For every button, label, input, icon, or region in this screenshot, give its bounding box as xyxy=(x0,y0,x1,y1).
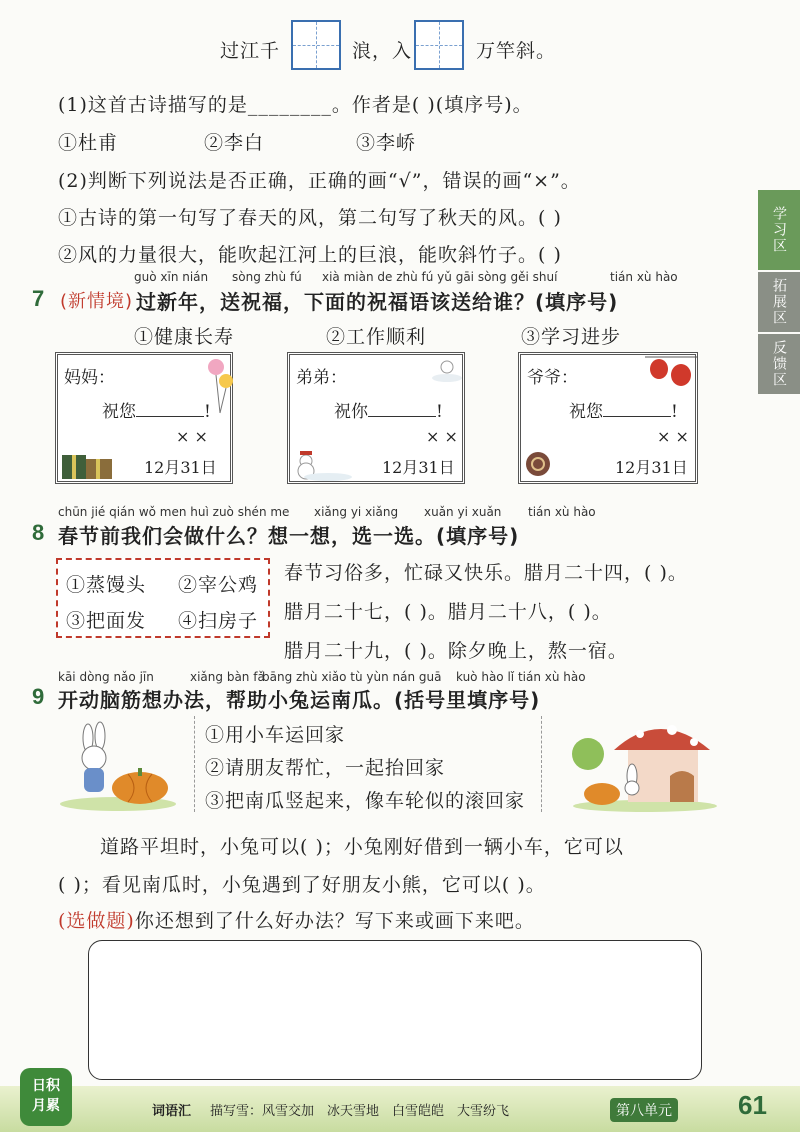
q7-wish-2: ②工作顺利 xyxy=(326,326,427,348)
card-wish-text: 祝您 xyxy=(102,402,136,422)
footer-content: 描写雪：风雪交加 冰天雪地 白雪皑皑 大雪纷飞 xyxy=(210,1104,510,1119)
poem-part1: 过江千 xyxy=(220,40,281,62)
q7-pinyin-1: guò xīn nián xyxy=(134,270,209,284)
card-wish-text: 祝你 xyxy=(334,402,368,422)
q9-pinyin-2: xiǎng bàn fǎ xyxy=(190,670,265,684)
q7-pinyin-2: sòng zhù fú xyxy=(232,270,302,284)
footer-unit: 第八单元 xyxy=(610,1098,678,1122)
side-tab-extend[interactable]: 拓展区 xyxy=(758,272,800,332)
q9-title: 开动脑筋想办法，帮助小兔运南瓜。(括号里填序号) xyxy=(58,688,541,712)
q7-pinyin-3: xià miàn de zhù fú yǔ gāi sòng gěi shuí xyxy=(322,270,558,284)
card-wish: 祝你 ! xyxy=(334,402,443,422)
q8-number: 8 xyxy=(32,520,45,545)
answer-drawing-box[interactable] xyxy=(88,940,702,1080)
q6-sub1: (1)这首古诗描写的是________。作者是( )(填序号)。 xyxy=(58,94,533,116)
lantern-icon xyxy=(645,355,697,395)
q9-optional-text: 你还想到了什么好办法？写下来或画下来吧。 xyxy=(134,910,535,932)
q9-option-3: ③把南瓜竖起来，像车轮似的滚回家 xyxy=(205,790,526,812)
q9-pinyin-1: kāi dòng nǎo jīn xyxy=(58,670,154,684)
q6-statement-2: ②风的力量很大，能吹起江河上的巨浪，能吹斜竹子。( ) xyxy=(58,244,562,266)
card-brother xyxy=(287,352,465,484)
q8-option-4: ④扫房子 xyxy=(178,610,259,632)
q8-pinyin-4: tián xù hào xyxy=(528,505,596,519)
card-date: 12月31日 xyxy=(615,458,688,477)
q9-para-1: 道路平坦时，小兔可以( )；小兔刚好借到一辆小车，它可以 xyxy=(100,836,624,858)
snowman-scene-icon xyxy=(292,443,352,481)
card-signature: × × xyxy=(426,427,458,446)
q7-pinyin-4: tián xù hào xyxy=(610,270,678,284)
q9-option-2: ②请朋友帮忙，一起抬回家 xyxy=(205,757,446,779)
page-number: 61 xyxy=(738,1090,767,1120)
card-mom xyxy=(55,352,233,484)
q8-option-1: ①蒸馒头 xyxy=(66,574,147,596)
q8-title: 春节前我们会做什么？想一想，选一选。(填序号) xyxy=(58,524,520,548)
q7-number: 7 xyxy=(32,286,45,311)
q8-pinyin-3: xuǎn yi xuǎn xyxy=(424,505,502,519)
footer-badge-line-1: 日积 xyxy=(32,1078,60,1094)
card-blank[interactable] xyxy=(368,416,436,417)
q6-sub2: (2)判断下列说法是否正确，正确的画“√”，错误的画“×”。 xyxy=(58,170,581,192)
card-blank[interactable] xyxy=(136,416,204,417)
q9-number: 9 xyxy=(32,684,45,709)
q7-wish-3: ③学习进步 xyxy=(521,326,622,348)
card-signature: × × xyxy=(657,427,689,446)
card-blank[interactable] xyxy=(603,416,671,417)
card-signature: × × xyxy=(176,427,208,446)
q9-pinyin-4: kuò hào lǐ tián xù hào xyxy=(456,670,586,684)
q8-pinyin-1: chūn jié qián wǒ men huì zuò shén me xyxy=(58,505,290,519)
footer-badge xyxy=(20,1068,72,1126)
q8-line-1: 春节习俗多，忙碌又快乐。腊月二十四，( )。 xyxy=(284,562,688,584)
card-recipient: 弟弟： xyxy=(296,368,347,388)
q8-pinyin-2: xiǎng yi xiǎng xyxy=(314,505,399,519)
rabbit-pumpkin-illustration xyxy=(58,714,178,812)
poem-part3: 万竿斜。 xyxy=(476,40,557,62)
q9-optional-tag: (选做题) xyxy=(58,910,135,932)
q7-title: 过新年，送祝福，下面的祝福语该送给谁？(填序号) xyxy=(136,290,619,314)
footer-bar xyxy=(0,1078,800,1132)
card-recipient: 妈妈： xyxy=(64,368,115,388)
gift-box-icon xyxy=(60,443,116,481)
card-date: 12月31日 xyxy=(382,458,455,477)
fu-seal-icon xyxy=(523,449,553,479)
tianzi-box-2[interactable] xyxy=(414,20,464,70)
q6-option-3: ③李峤 xyxy=(356,132,417,154)
q8-options-box xyxy=(56,558,270,638)
q8-line-3: 腊月二十九，( )。除夕晚上，熬一宿。 xyxy=(284,640,628,662)
q6-option-2: ②李白 xyxy=(204,132,265,154)
footer-label: 词语汇 xyxy=(152,1104,192,1119)
q7-tag: (新情境) xyxy=(60,291,134,312)
q8-line-2: 腊月二十七，( )。腊月二十八，( )。 xyxy=(284,601,612,623)
poem-part2: 浪，入 xyxy=(352,40,413,62)
q7-wish-1: ①健康长寿 xyxy=(134,326,235,348)
card-recipient: 爷爷： xyxy=(527,368,578,388)
card-wish-text: 祝您 xyxy=(569,402,603,422)
balloon-icon xyxy=(206,355,234,415)
card-wish: 祝您 ! xyxy=(569,402,678,422)
q6-option-1: ①杜甫 xyxy=(58,132,119,154)
side-tab-feedback[interactable]: 反馈区 xyxy=(758,334,800,394)
q9-option-1: ①用小车运回家 xyxy=(205,724,346,746)
snowman-icon xyxy=(430,359,464,383)
side-tab-study[interactable]: 学习区 xyxy=(758,190,800,270)
card-wish: 祝您 ! xyxy=(102,402,211,422)
card-grandpa xyxy=(518,352,698,484)
q8-option-3: ③把面发 xyxy=(66,610,147,632)
tianzi-box-1[interactable] xyxy=(291,20,341,70)
mushroom-house-illustration xyxy=(570,714,720,812)
q6-statement-1: ①古诗的第一句写了春天的风，第二句写了秋天的风。( ) xyxy=(58,207,562,229)
q9-optional xyxy=(58,906,535,933)
footer-badge-line-2: 月累 xyxy=(32,1098,60,1114)
q9-options-box xyxy=(194,716,542,812)
q8-option-2: ②宰公鸡 xyxy=(178,574,259,596)
q9-pinyin-3: bāng zhù xiǎo tù yùn nán guā xyxy=(262,670,442,684)
q9-para-2: ( )；看见南瓜时，小兔遇到了好朋友小熊，它可以( )。 xyxy=(58,874,546,896)
card-date: 12月31日 xyxy=(144,458,217,477)
